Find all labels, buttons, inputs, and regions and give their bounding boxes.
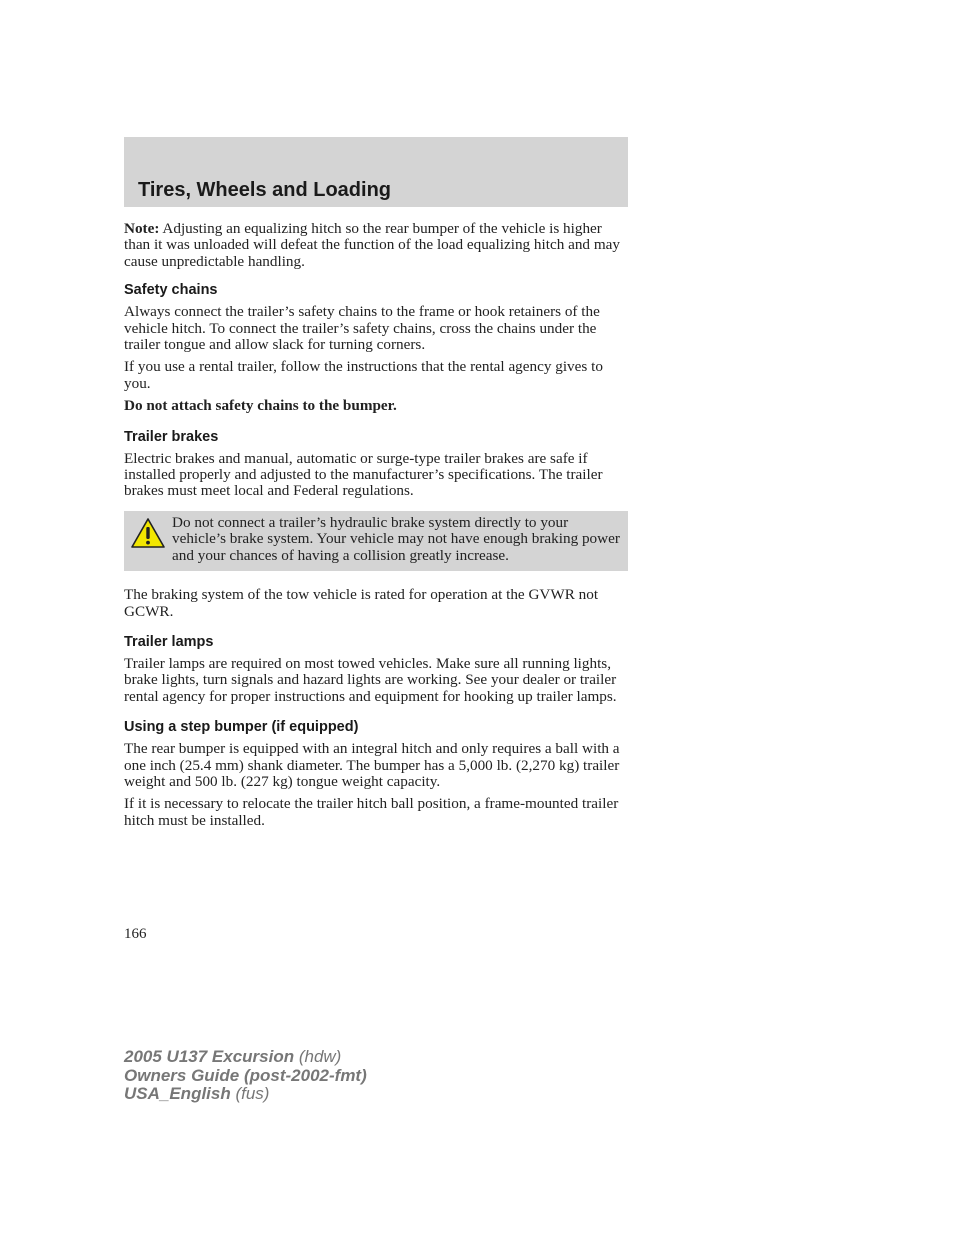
heading-trailer-lamps: Trailer lamps (124, 633, 214, 650)
footer-language-code: (fus) (230, 1084, 270, 1103)
trailer-lamps-paragraph: Trailer lamps are required on most towed vehicles. Make sure all running lights, brake lights, turn signals and hazard lights are working. See your dealer or trailer rental agency for proper instructions and equipment for hooking up trailer lamps. (124, 654, 617, 705)
note-paragraph (124, 221, 628, 270)
safety-chains-paragraph-1: Always connect the trailer’s safety chains to the frame or hook retainers of the vehicle hitch. To connect the trailer’s safety chains, cross the chains under the trailer tongue and allow slack for turning corners. (124, 303, 600, 354)
footer-guide: Owners Guide (post-2002-fmt) (124, 1065, 367, 1085)
section-title: Tires, Wheels and Loading (138, 179, 392, 201)
trailer-brakes-paragraph-1: Electric brakes and manual, automatic or surge-type trailer brakes are safe if installed properly and adjusted to the manufacturer’s specifications. The trailer brakes must meet local and Federal regulations. (124, 449, 603, 500)
safety-chains-paragraph-2: If you use a rental trailer, follow the instructions that the rental agency gives to you. (124, 358, 603, 392)
trailer-brakes-paragraph-2: The braking system of the tow vehicle is rated for operation at the GVWR not GCWR. (124, 586, 599, 620)
footer-line-2 (124, 1067, 367, 1086)
footer-language: USA_English (124, 1084, 231, 1103)
page-content (124, 221, 628, 835)
footer-line-1 (124, 1048, 367, 1067)
heading-step-bumper: Using a step bumper (if equipped) (124, 719, 359, 736)
document-footer (124, 1048, 367, 1104)
heading-trailer-brakes: Trailer brakes (124, 428, 219, 445)
safety-chains-bold-warning: Do not attach safety chains to the bumper. (124, 397, 397, 415)
footer-model: 2005 U137 Excursion (124, 1047, 295, 1066)
warning-text: Do not connect a trailer’s hydraulic brake system directly to your vehicle’s brake system. Your vehicle may not have enough braking power and your chances of having a collision greatly increase. (172, 513, 620, 564)
step-bumper-paragraph-1: The rear bumper is equipped with an integral hitch and only requires a ball with a one inch (25.4 mm) shank diameter. The bumper has a 5,000 lb. (2,270 kg) trailer weight and 500 lb. (227 kg) tongue weight capacity. (124, 740, 620, 790)
footer-model-code: (hdw) (294, 1047, 342, 1066)
section-header-bar (124, 137, 628, 207)
note-text: Adjusting an equalizing hitch so the rear bumper of the vehicle is higher than it was unloaded will defeat the function of the load equalizing hitch and may cause unpredictable handling. (124, 220, 620, 270)
footer-line-3 (124, 1085, 367, 1104)
warning-box (124, 511, 628, 571)
step-bumper-paragraph-2: If it is necessary to relocate the trailer hitch ball position, a frame-mounted trailer hitch must be installed. (124, 795, 619, 829)
note-label: Note: (124, 220, 160, 237)
warning-triangle-icon (130, 517, 166, 549)
page-number: 166 (124, 926, 147, 942)
heading-safety-chains: Safety chains (124, 282, 218, 299)
